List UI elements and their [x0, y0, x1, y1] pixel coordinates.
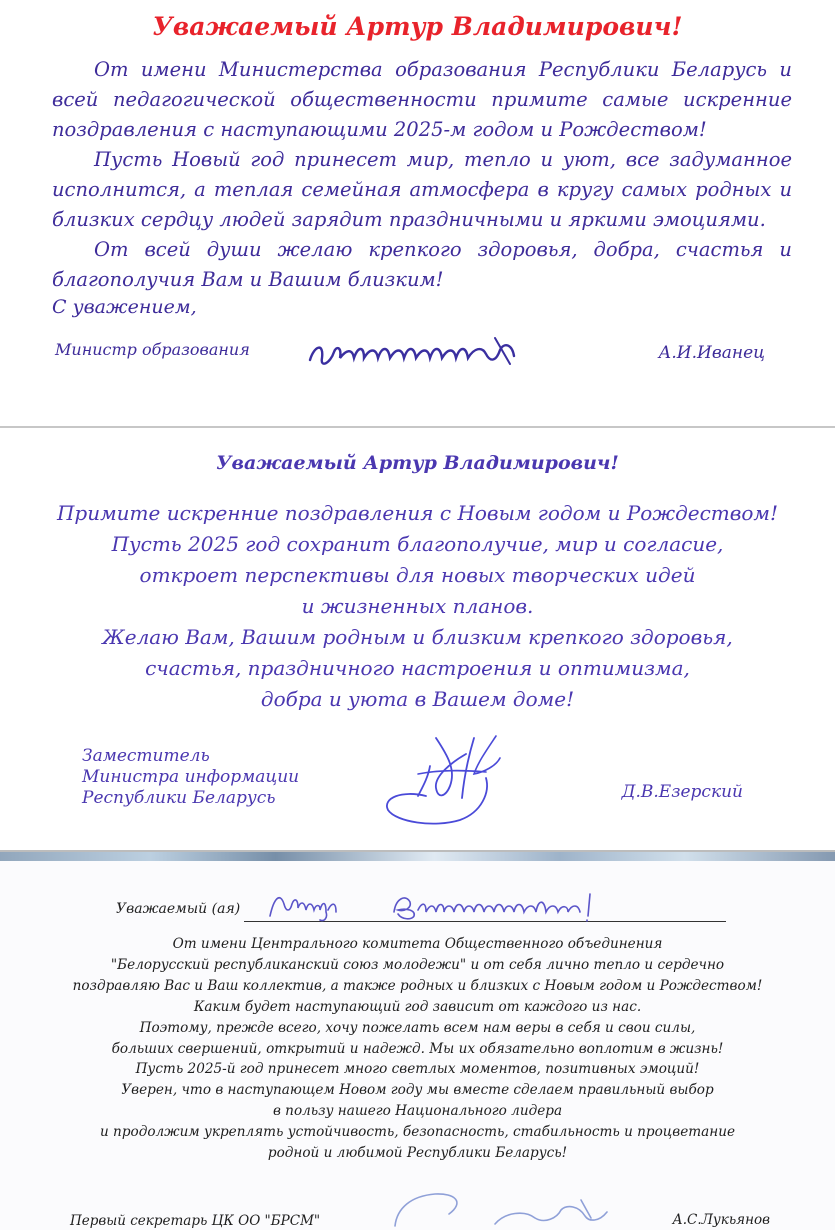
- card3-signature: [385, 1188, 625, 1230]
- card1-signer-name: А.И.Иванец: [658, 343, 765, 363]
- card3-line: и продолжим укреплять устойчивость, безопасность, стабильность и процветание: [99, 1124, 735, 1141]
- card1-paragraph: От имени Министерства образования Республики Беларусь и всей педагогической общественности примите самые искренние поздравления с наступающими 2025-м годом и Рождеством!: [52, 58, 792, 141]
- card2-line: добра и уюта в Вашем доме!: [260, 687, 575, 711]
- card3-body: [0, 934, 835, 1164]
- card2-body: [0, 498, 835, 715]
- card3-line: "Белорусский республиканский союз молодежи" и от себя лично тепло и сердечно: [110, 956, 725, 973]
- card2-line: откроет перспективы для новых творческих идей: [139, 563, 696, 587]
- card3-line: Поэтому, прежде всего, хочу пожелать всем нам веры в себя и свои силы,: [139, 1019, 696, 1036]
- card3-signer-title: Первый секретарь ЦК ОО "БРСМ": [70, 1213, 321, 1229]
- ministry-education-card: [0, 0, 835, 428]
- decorative-header-strip: [0, 852, 835, 861]
- card3-line: больших свершений, открытий и надежд. Мы их обязательно воплотим в жизнь!: [111, 1040, 724, 1057]
- card1-body: [52, 55, 792, 295]
- brsm-card: [0, 852, 835, 1230]
- card1-closing: С уважением,: [52, 296, 197, 318]
- card1-greeting: Уважаемый Артур Владимирович!: [152, 12, 683, 41]
- card3-greeting-row: [116, 894, 726, 924]
- card3-line: От имени Центрального комитета Общественного объединения: [172, 936, 663, 952]
- card2-signer-title-line: Министра информации: [82, 767, 300, 787]
- card1-signer-title: Министр образования: [55, 340, 250, 359]
- card3-line: поздравляю Вас и Ваш коллектив, а также родных и близких с Новым годом и Рождеством!: [72, 977, 763, 994]
- card3-line: в пользу нашего Национального лидера: [272, 1103, 563, 1120]
- card3-line: Каким будет наступающий год зависит от каждого из нас.: [193, 998, 642, 1015]
- card2-line: и жизненных планов.: [301, 594, 534, 618]
- card2-signer-title-line: Заместитель: [82, 746, 210, 766]
- card2-signature: [378, 718, 528, 828]
- card3-greeting-label: Уважаемый (ая): [116, 901, 241, 917]
- card3-line: Пусть 2025-й год принесет много светлых моментов, позитивных эмоций!: [135, 1061, 700, 1078]
- card3-line: Уверен, что в наступающем Новом году мы вместе сделаем правильный выбор: [121, 1082, 714, 1099]
- card2-greeting: Уважаемый Артур Владимирович!: [216, 452, 619, 474]
- card2-line: Пусть 2025 год сохранит благополучие, мир и согласие,: [111, 532, 724, 556]
- card2-line: счастья, праздничного настроения и оптимизма,: [145, 656, 690, 680]
- card2-line: Желаю Вам, Вашим родным и близким крепкого здоровья,: [102, 625, 733, 649]
- card1-paragraph: От всей души желаю крепкого здоровья, добра, счастья и благополучия Вам и Вашим близким!: [52, 238, 792, 291]
- card3-line: родной и любимой Республики Беларусь!: [267, 1145, 568, 1162]
- ministry-information-card: [0, 428, 835, 852]
- card2-line: Примите искренние поздравления с Новым годом и Рождеством!: [56, 501, 779, 525]
- card3-signer-name: А.С.Лукьянов: [672, 1212, 770, 1228]
- card2-signer-title: [82, 746, 299, 809]
- card3-handwritten-name: [256, 888, 716, 922]
- card1-paragraph: Пусть Новый год принесет мир, тепло и уют, все задуманное исполнится, а теплая семейная атмосфера в кругу самых родных и близких сердцу людей зарядит праздничными и яркими эмоциями.: [52, 148, 792, 231]
- card2-signer-name: Д.В.Езерский: [621, 782, 743, 802]
- card1-signature: [300, 328, 525, 378]
- card2-signer-title-line: Республики Беларусь: [82, 788, 276, 808]
